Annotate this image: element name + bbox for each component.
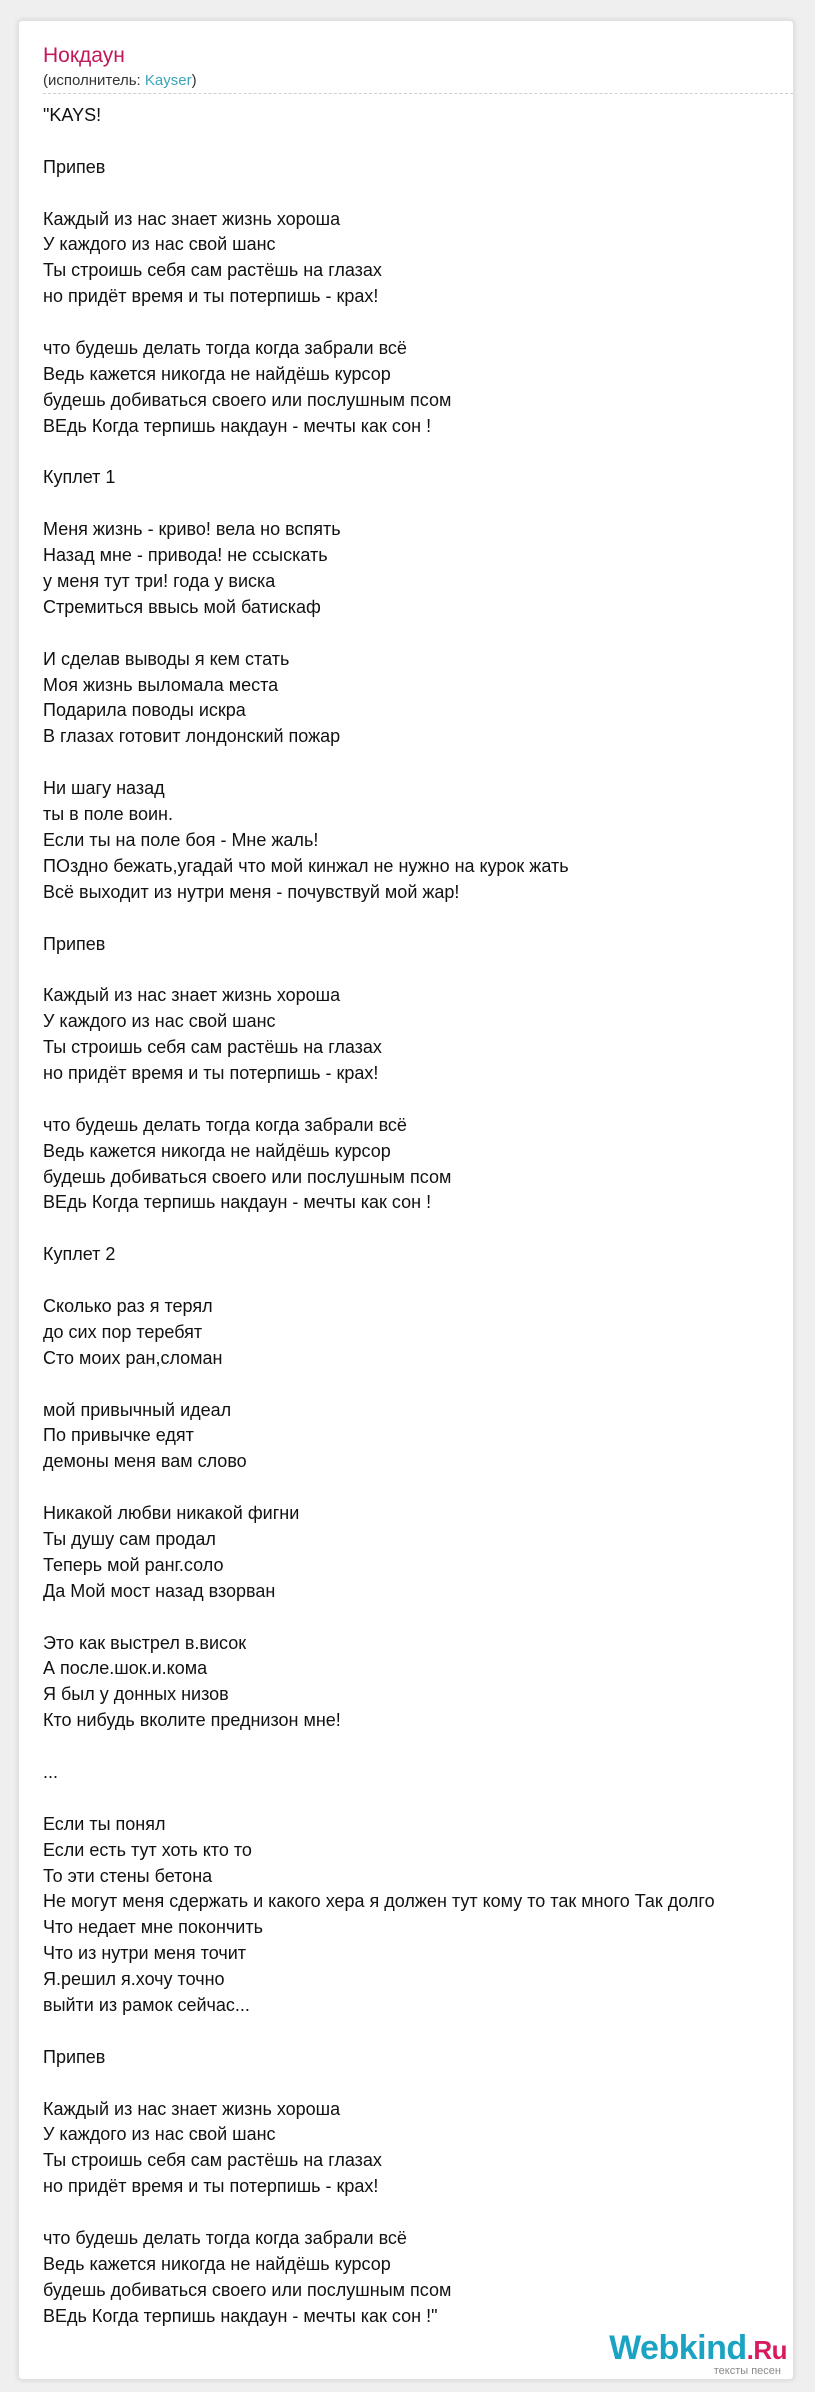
- logo-brand: Webkind: [609, 2329, 747, 2367]
- lyric-line: Не могут меня сдержать и какого хера я должен тут кому то так много Так долго: [43, 1891, 715, 1912]
- lyric-line: демоны меня вам слово: [43, 1451, 247, 1472]
- lyric-line: [43, 1734, 794, 1760]
- lyric-line: [43, 440, 794, 466]
- lyric-line: Да Мой мост назад взорван: [43, 1580, 276, 1601]
- lyric-line: [43, 621, 794, 647]
- logo-tld: .Ru: [746, 2335, 787, 2365]
- lyric-line: И сделав выводы я кем стать: [43, 648, 290, 669]
- lyric-line: будешь добиваться своего или послушным псом: [43, 2279, 452, 2300]
- lyric-line: мой привычный идеал: [43, 1399, 232, 1420]
- lyric-line: [43, 310, 794, 336]
- lyric-line: ...: [43, 1762, 59, 1782]
- lyric-line: А после.шок.и.кома: [43, 1658, 208, 1679]
- lyric-line: Ведь кажется никогда не найдёшь курсор: [43, 1140, 391, 1161]
- lyric-line: ВЕдь Когда терпишь накдаун - мечты как сон !: [43, 415, 432, 436]
- song-title: Нокдаун: [43, 44, 125, 67]
- lyric-line: Что из нутри меня точит: [43, 1943, 247, 1964]
- lyric-line: [43, 1268, 794, 1294]
- lyric-line: [43, 957, 794, 983]
- lyric-line: Всё выходит из нутри меня - почувствуй мой жар!: [43, 881, 460, 902]
- lyric-line: Куплет 1: [43, 467, 116, 488]
- lyric-line: ВЕдь Когда терпишь накдаун - мечты как сон !: [43, 1192, 432, 1213]
- lyric-line: у меня тут три! года у виска: [43, 571, 276, 592]
- lyric-line: [43, 2200, 794, 2226]
- lyric-line: [43, 750, 794, 776]
- lyric-line: У каждого из нас свой шанс: [43, 2124, 276, 2145]
- lyric-line: [43, 1216, 794, 1242]
- lyric-line: Если ты на поле боя - Мне жаль!: [43, 829, 319, 850]
- lyric-line: Ведь кажется никогда не найдёшь курсор: [43, 363, 391, 384]
- lyric-line: но придёт время и ты потерпишь - крах!: [43, 1062, 379, 1083]
- artist-suffix: ): [191, 72, 197, 89]
- lyric-line: будешь добиваться своего или послушным псом: [43, 389, 452, 410]
- lyric-line: Припев: [43, 156, 106, 177]
- lyric-line: Стремиться ввысь мой батискаф: [43, 596, 321, 617]
- lyric-line: Я.решил я.хочу точно: [43, 1969, 225, 1990]
- lyric-line: [43, 2071, 794, 2097]
- lyric-line: что будешь делать тогда когда забрали всё: [43, 1114, 407, 1135]
- title-divider: [43, 93, 793, 94]
- webkind-logo[interactable]: [597, 2329, 787, 2379]
- lyric-line: Сколько раз я терял: [43, 1295, 213, 1316]
- lyric-line: что будешь делать тогда когда забрали всё: [43, 338, 407, 359]
- logo-tagline: тексты песен: [713, 2365, 781, 2377]
- lyric-line: Это как выстрел в.висок: [43, 1632, 247, 1653]
- lyric-line: Я был у донных низов: [43, 1684, 229, 1705]
- lyric-line: Теперь мой ранг.соло: [43, 1554, 224, 1575]
- lyric-line: Что недает мне покончить: [43, 1917, 263, 1938]
- lyric-line: ты в поле воин.: [43, 804, 173, 825]
- lyric-line: Ты строишь себя сам растёшь на глазах: [43, 2150, 382, 2171]
- lyric-line: Если есть тут хоть кто то: [43, 1839, 252, 1860]
- lyric-line: Кто нибудь вколите преднизон мне!: [43, 1710, 341, 1731]
- lyric-line: Каждый из нас знает жизнь хороша: [43, 985, 341, 1006]
- lyric-line: Припев: [43, 2046, 106, 2067]
- artist-prefix: (исполнитель:: [43, 72, 145, 89]
- lyric-line: [43, 1372, 794, 1398]
- lyric-line: [43, 1605, 794, 1631]
- lyric-line: [43, 181, 794, 207]
- lyric-line: Каждый из нас знает жизнь хороша: [43, 2098, 341, 2119]
- lyric-line: [43, 1475, 794, 1501]
- lyric-line: По привычке едят: [43, 1425, 194, 1446]
- lyric-line: [43, 1786, 794, 1812]
- lyric-line: Ни шагу назад: [43, 778, 165, 799]
- lyric-line: ПОздно бежать,угадай что мой кинжал не нужно на курок жать: [43, 855, 569, 876]
- lyric-line: Меня жизнь - криво! вела но вспять: [43, 519, 341, 540]
- lyric-line: Назад мне - привода! не ссыскать: [43, 545, 328, 566]
- lyric-line: Каждый из нас знает жизнь хороша: [43, 208, 341, 229]
- lyric-line: что будешь делать тогда когда забрали всё: [43, 2228, 407, 2249]
- lyric-line: но придёт время и ты потерпишь - крах!: [43, 2176, 379, 2197]
- lyric-line: [43, 906, 794, 932]
- lyric-line: Припев: [43, 933, 106, 954]
- lyric-line: Подарила поводы искра: [43, 700, 246, 721]
- lyric-line: Куплет 2: [43, 1244, 116, 1265]
- lyric-line: Никакой любви никакой фигни: [43, 1503, 300, 1524]
- lyric-line: Моя жизнь выломала места: [43, 674, 279, 695]
- lyrics-text: [43, 103, 794, 2330]
- lyric-line: [43, 491, 794, 517]
- lyric-line: выйти из рамок сейчас...: [43, 1995, 250, 2016]
- lyric-line: Ты строишь себя сам растёшь на глазах: [43, 260, 382, 281]
- logo-wordmark: [609, 2329, 787, 2369]
- lyric-line: "KAYS!: [43, 105, 102, 125]
- lyric-line: ВЕдь Когда терпишь накдаун - мечты как сон !": [43, 2305, 438, 2326]
- lyric-line: но придёт время и ты потерпишь - крах!: [43, 286, 379, 307]
- lyric-line: У каждого из нас свой шанс: [43, 1011, 276, 1032]
- lyric-line: Сто моих ран,сломан: [43, 1347, 223, 1368]
- lyric-line: до сих пор теребят: [43, 1321, 203, 1342]
- artist-line: [43, 71, 197, 91]
- lyric-line: [43, 129, 794, 155]
- lyric-line: Ты душу сам продал: [43, 1528, 216, 1549]
- lyric-line: Ведь кажется никогда не найдёшь курсор: [43, 2253, 391, 2274]
- lyric-line: Если ты понял: [43, 1813, 166, 1834]
- lyric-line: В глазах готовит лондонский пожар: [43, 726, 341, 747]
- artist-link[interactable]: Kayser: [144, 72, 192, 89]
- lyrics-card: [18, 20, 794, 2380]
- lyric-line: У каждого из нас свой шанс: [43, 234, 276, 255]
- lyric-line: будешь добиваться своего или послушным псом: [43, 1166, 452, 1187]
- lyric-line: [43, 1087, 794, 1113]
- lyric-line: То эти стены бетона: [43, 1865, 213, 1886]
- lyric-line: Ты строишь себя сам растёшь на глазах: [43, 1037, 382, 1058]
- lyric-line: [43, 2019, 794, 2045]
